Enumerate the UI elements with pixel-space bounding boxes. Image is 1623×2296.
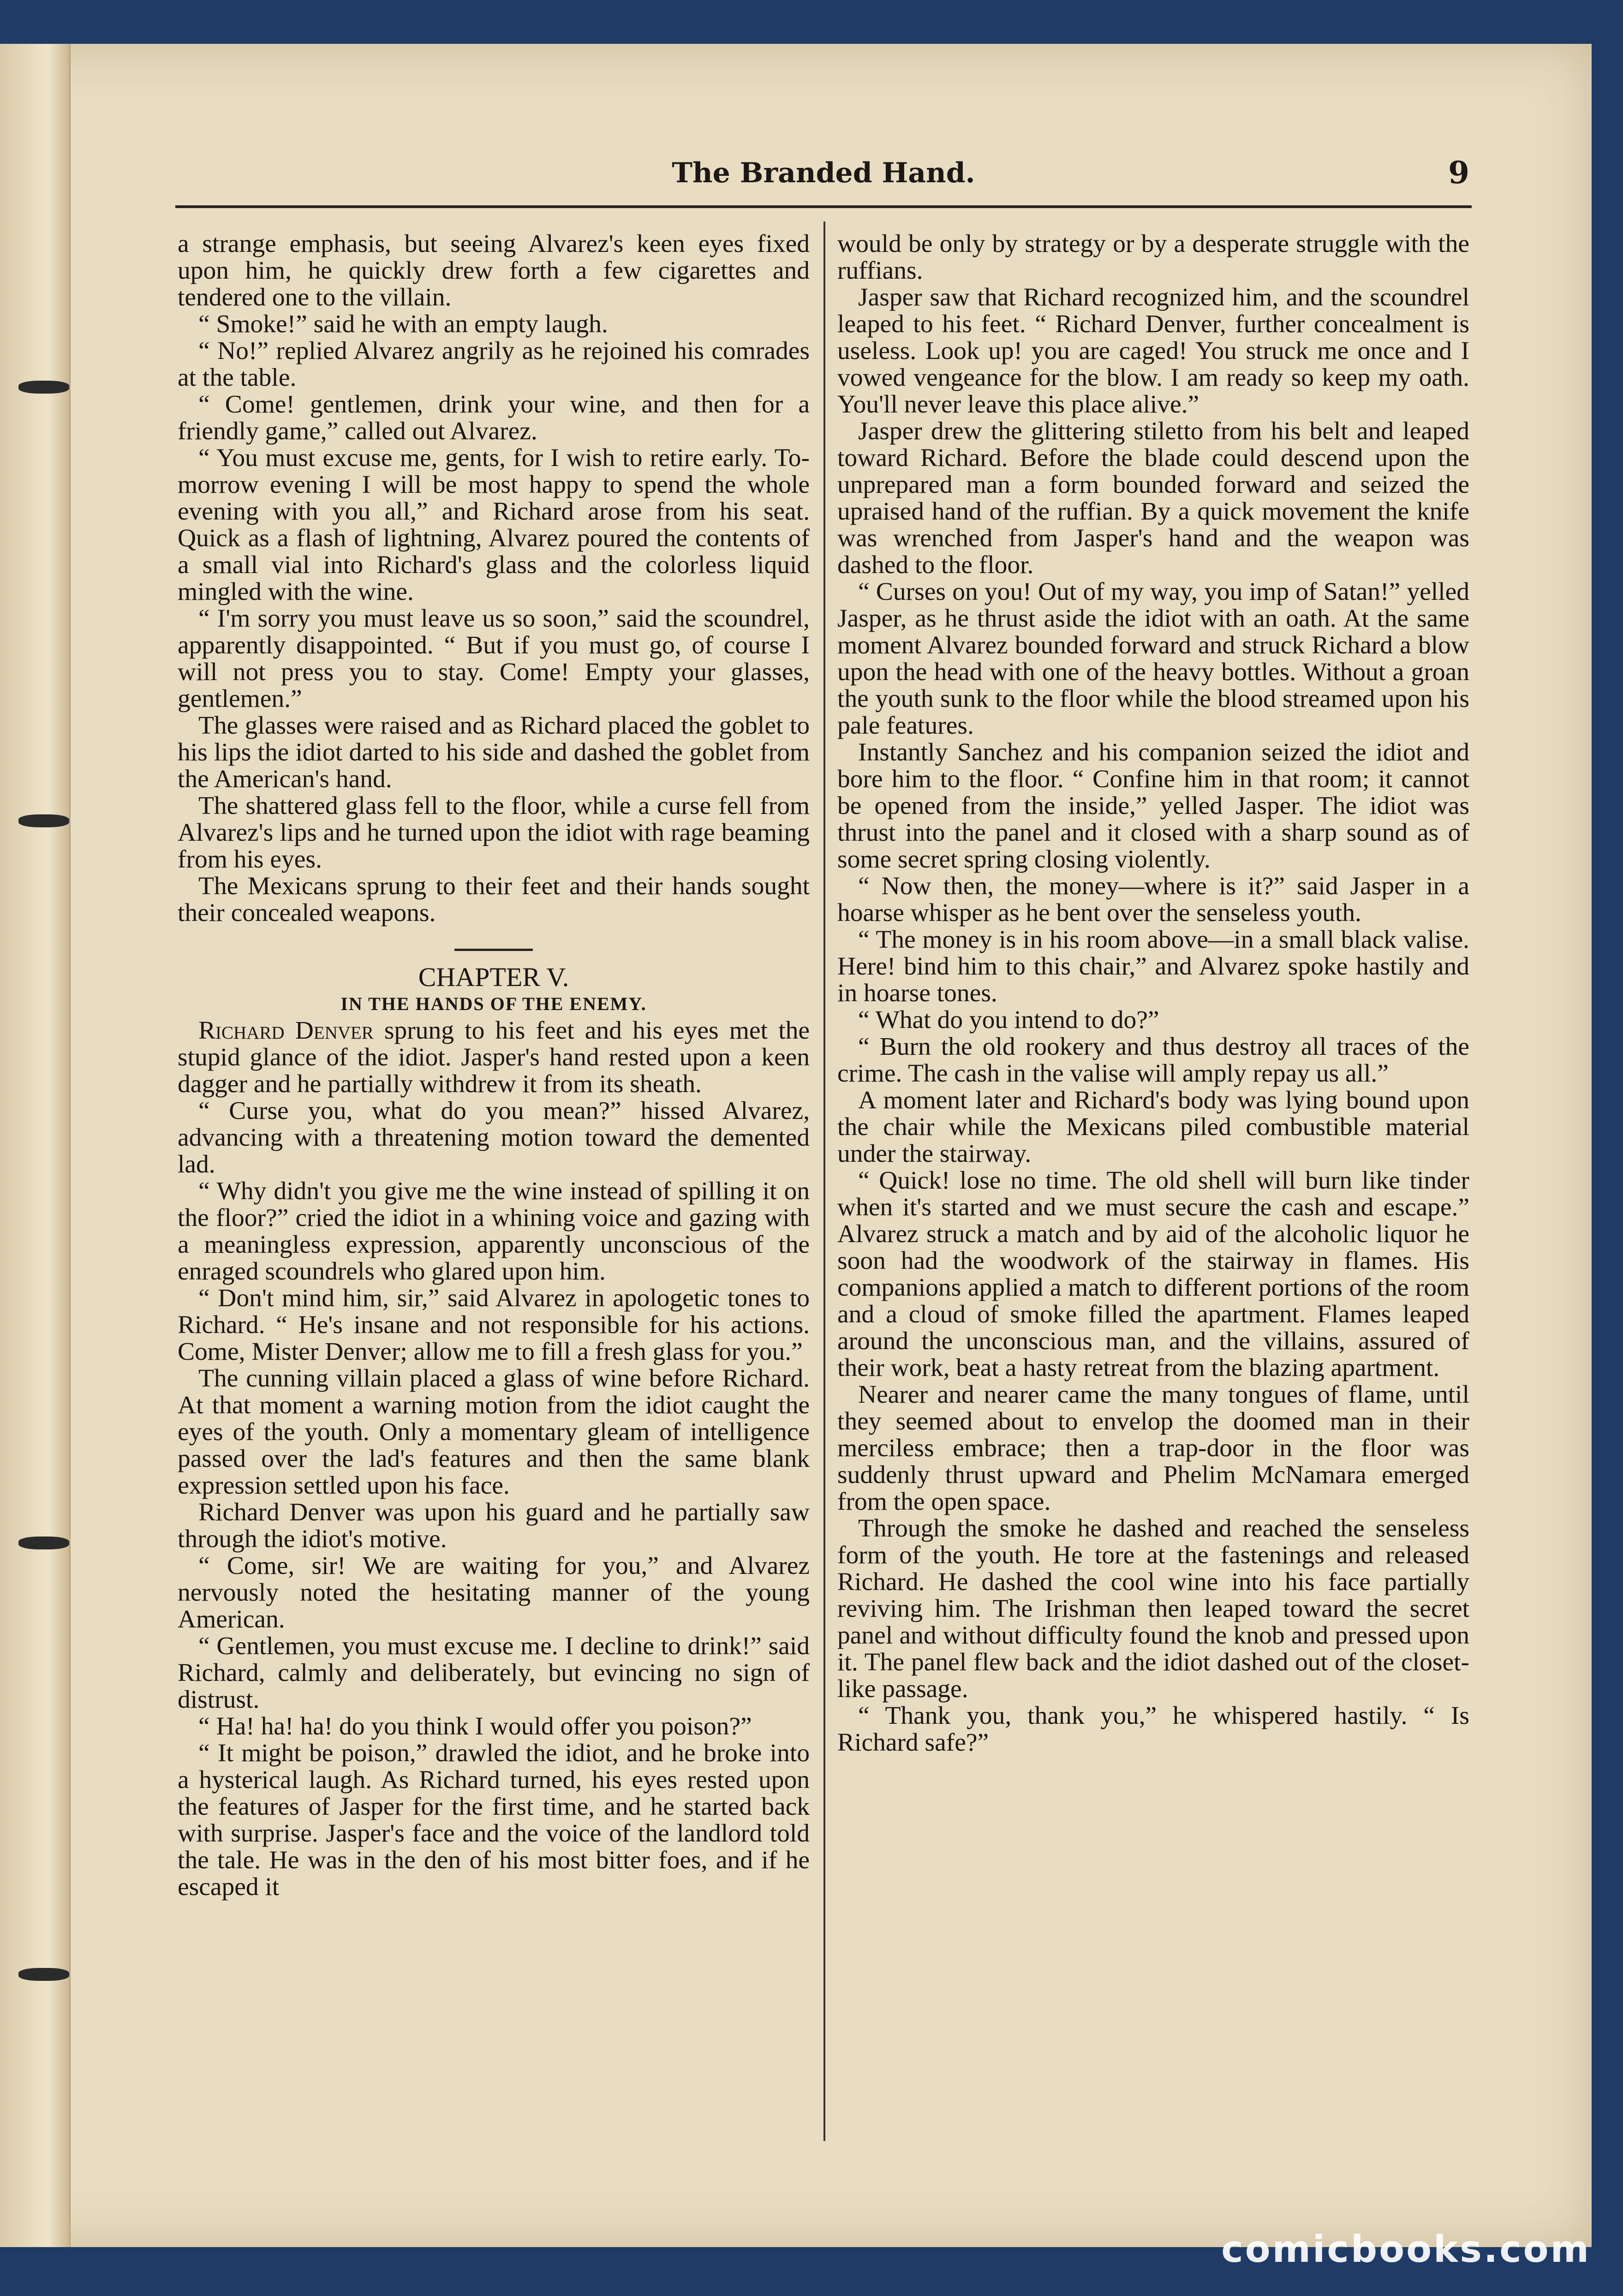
paragraph: Jasper saw that Richard recognized him, and the scoundrel leaped to his feet. “ Richard Denver, further concealment is useless. Look up! you are caged! You struck me once and I vowed vengeance for the blow. I am ready so keep my oath. You'll never leave this place alive.”: [837, 283, 1469, 419]
paragraph: “ I'm sorry you must leave us so soon,” said the scoundrel, apparently disappointed. “ But if you must go, of course I will not press you to stay. Come! Empty your glasses, gentlemen.”: [178, 604, 810, 713]
binding-gutter: [0, 44, 71, 2247]
paragraph: “ What do you intend to do?”: [858, 1006, 1159, 1034]
chapter-opening-paragraph: [178, 1017, 810, 1098]
paragraph: Jasper drew the glittering stiletto from his belt and leaped toward Richard. Before the blade could descend upon the unprepared man a form bounded forward and seized the upraised hand of the ruffian. By a quick movement the knife was wrenched from Jasper's hand and the weapon was dashed to the floor.: [837, 417, 1469, 579]
chapter-title: CHAPTER V.: [418, 962, 569, 992]
chapter-opening-rest: sprung to his feet and his eyes met the stupid glance of the idiot. Jasper's hand rested upon a keen dagger and he partially withdrew it from its sheath.: [178, 1016, 810, 1098]
paragraph: would be only by strategy or by a desperate struggle with the ruffians.: [837, 230, 1469, 285]
paragraph: A moment later and Richard's body was lying bound upon the chair while the Mexicans piled combustible material under the stairway.: [837, 1086, 1469, 1168]
paragraph: “ Curse you, what do you mean?” hissed Alvarez, advancing with a threatening motion toward the demented lad.: [178, 1097, 810, 1178]
paragraph: a strange emphasis, but seeing Alvarez's keen eyes fixed upon him, he quickly drew forth a few cigarettes and tendered one to the villain.: [178, 230, 810, 311]
paragraph: Instantly Sanchez and his companion seized the idiot and bore him to the floor. “ Confine him in that room; it cannot be opened from the inside,” yelled Jasper. The idiot was thrust into the panel and it closed with a sharp sound as of some secret spring closing violently.: [837, 738, 1469, 873]
binding-stitch: [18, 1968, 69, 1981]
right-column: [837, 231, 1469, 1756]
paragraph: “ Gentlemen, you must excuse me. I decline to drink!” said Richard, calmly and deliberately, but evincing no sign of distrust.: [178, 1632, 810, 1714]
left-column-paragraphs-after: [178, 1098, 810, 1901]
paragraph: “ Now then, the money—where is it?” said Jasper in a hoarse whisper as he bent over the senseless youth.: [837, 872, 1469, 927]
paragraph: The Mexicans sprung to their feet and their hands sought their concealed weapons.: [178, 872, 810, 927]
page-number: 9: [1448, 155, 1469, 191]
paragraph: “ Ha! ha! ha! do you think I would offer you poison?”: [198, 1712, 752, 1740]
paragraph: The cunning villain placed a glass of wine before Richard. At that moment a warning motion from the idiot caught the eyes of the youth. Only a momentary gleam of intelligence passed over the lad's features and then the same blank expression settled upon his face.: [178, 1364, 810, 1500]
paragraph: “ Thank you, thank you,” he whispered hastily. “ Is Richard safe?”: [837, 1702, 1469, 1757]
paragraph: “ Smoke!” said he with an empty laugh.: [198, 310, 608, 338]
running-title: The Branded Hand.: [672, 157, 975, 189]
paragraph: Richard Denver was upon his guard and he partially saw through the idiot's motive.: [178, 1498, 810, 1553]
paragraph: “ Curses on you! Out of my way, you imp of Satan!” yelled Jasper, as he thrust aside the idiot with an oath. At the same moment Alvarez bounded forward and struck Richard a blow upon the head with one of the heavy bottles. Without a groan the youth sunk to the floor while the blood streamed upon his pale features.: [837, 578, 1469, 740]
binding-stitch: [18, 1537, 69, 1549]
paragraph: “ You must excuse me, gents, for I wish to retire early. To-morrow evening I will be most happy to spend the whole evening with you all,” and Richard arose from his seat. Quick as a flash of lightning, Alvarez poured the contents of a small vial into Richard's glass and the colorless liquid mingled with the wine.: [178, 444, 810, 606]
paragraph: “ Come, sir! We are waiting for you,” and Alvarez nervously noted the hesitating manner of the young American.: [178, 1552, 810, 1633]
binding-stitch: [18, 381, 69, 394]
paragraph: “ Quick! lose no time. The old shell will burn like tinder when it's started and we must secure the cash and escape.” Alvarez struck a match and by aid of the alcoholic liquor he soon had the woodwork of the stairway in flames. His companions applied a match to different portions of the room and a cloud of smoke filled the apartment. Flames leaped around the unconscious man, and the villains, assured of their work, beat a hasty retreat from the blazing apartment.: [837, 1166, 1469, 1382]
chapter-lead-words: Richard Denver: [198, 1016, 374, 1045]
paragraph: “ Why didn't you give me the wine instead of spilling it on the floor?” cried the idiot in a whining voice and gazing with a meaningless expression, apparently unconscious of the enraged scoundrels who glared upon him.: [178, 1177, 810, 1286]
paragraph: “ The money is in his room above—in a small black valise. Here! bind him to this chair,” and Alvarez spoke hastily and in hoarse tones.: [837, 926, 1469, 1007]
paragraph: The shattered glass fell to the floor, while a curse fell from Alvarez's lips and he turned upon the idiot with rage beaming from his eyes.: [178, 792, 810, 873]
column-divider: [823, 221, 825, 2141]
watermark: comicbooks.com: [1221, 2228, 1591, 2271]
page-header: [175, 155, 1472, 208]
paragraph: “ Burn the old rookery and thus destroy all traces of the crime. The cash in the valise will amply repay us all.”: [837, 1033, 1469, 1088]
paragraph: “ Come! gentlemen, drink your wine, and then for a friendly game,” called out Alvarez.: [178, 390, 810, 445]
paragraph: “ It might be poison,” drawled the idiot, and he broke into a hysterical laugh. As Richard turned, his eyes rested upon the features of Jasper for the first time, and he started back with surprise. Jasper's face and the voice of the landlord told the tale. He was in the den of his most bitter foes, and if he escaped it: [178, 1739, 810, 1901]
left-column-paragraphs: [178, 231, 810, 927]
paragraph: “ No!” replied Alvarez angrily as he rejoined his comrades at the table.: [178, 337, 810, 392]
binding-stitch: [18, 814, 69, 827]
chapter-rule: [454, 949, 533, 951]
paragraph: Nearer and nearer came the many tongues of flame, until they seemed about to envelop the doomed man in their merciless embrace; then a trap-door in the floor was suddenly thrust upward and Phelim McNamara emerged from the open space.: [837, 1381, 1469, 1516]
chapter-subtitle: IN THE HANDS OF THE ENEMY.: [340, 993, 647, 1014]
paragraph: Through the smoke he dashed and reached the senseless form of the youth. He tore at the fastenings and released Richard. He dashed the cool wine into his face partially reviving him. The Irishman then leaped toward the secret panel and without difficulty found the knob and pressed upon it. The panel flew back and the idiot dashed out of the closet-like passage.: [837, 1514, 1469, 1703]
paragraph: The glasses were raised and as Richard placed the goblet to his lips the idiot darted to his side and dashed the goblet from the American's hand.: [178, 712, 810, 793]
left-column: [178, 231, 810, 1901]
paragraph: “ Don't mind him, sir,” said Alvarez in apologetic tones to Richard. “ He's insane and not responsible for his actions. Come, Mister Denver; allow me to fill a fresh glass for you.”: [178, 1284, 810, 1366]
